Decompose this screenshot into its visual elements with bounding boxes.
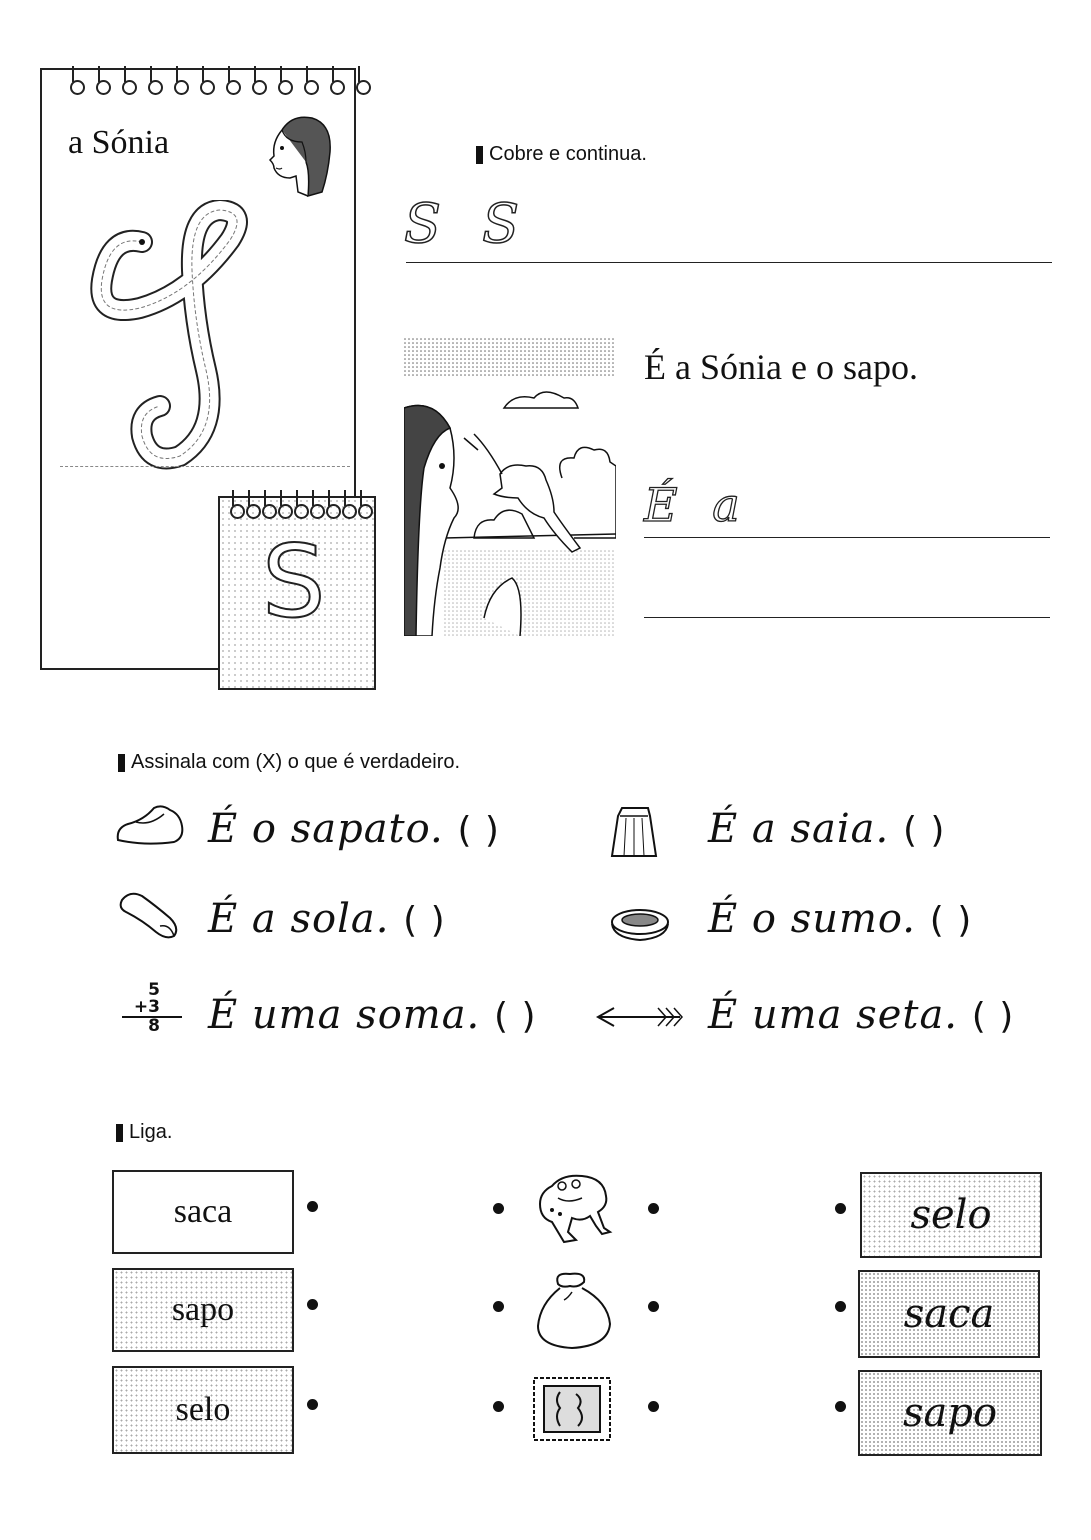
card-divider [60,466,350,467]
option-soma [208,992,537,1038]
option-text: É a saia. [708,806,890,852]
sum-icon [122,982,182,1035]
option-seta [708,992,1014,1038]
option-text: É uma soma. [208,992,481,1038]
left-word-box-2[interactable] [112,1268,294,1352]
answer-box[interactable]: ( ) [403,900,446,941]
option-text: É o sapato. [208,806,444,852]
connect-dot-pic-left-1[interactable] [493,1203,504,1214]
right-word-box-1[interactable] [860,1172,1042,1258]
connect-dot-pic-left-2[interactable] [493,1301,504,1312]
word-text: saca [903,1291,995,1337]
connect-dot-left-1[interactable] [307,1201,318,1212]
skirt-icon [610,804,658,860]
instruction-text: Assinala com (X) o que é verdadeiro. [131,751,461,773]
card-caption: a Sónia [68,124,170,161]
sack-icon [530,1270,616,1352]
instruction-text: Liga. [129,1121,173,1143]
word-text: sapo [902,1390,998,1436]
bullet-icon [116,1124,123,1142]
answer-box[interactable]: ( ) [929,900,973,941]
instruction-connect [116,1121,172,1144]
connect-dot-pic-left-3[interactable] [493,1401,504,1412]
connect-dot-left-3[interactable] [307,1399,318,1410]
option-text: É uma seta. [708,992,959,1038]
option-text: É a sola. [208,896,390,942]
writing-line[interactable] [406,262,1052,263]
sum-addend-a: 5 [148,980,160,1000]
connect-dot-right-3[interactable] [835,1401,846,1412]
word-text: selo [175,1391,231,1428]
notebook-rings [70,66,370,96]
shoe-sole-icon [116,888,182,942]
story-sentence: É a Sónia e o sapo. [644,347,918,387]
connect-dot-right-1[interactable] [835,1203,846,1214]
sum-addend-b: +3 [122,999,182,1018]
answer-box[interactable]: ( ) [457,810,500,851]
small-card-rings [230,490,370,506]
sum-result: 8 [148,1016,160,1036]
connect-dot-pic-right-1[interactable] [648,1203,659,1214]
small-letter-s: S [262,523,326,640]
right-word-box-3[interactable] [858,1370,1042,1456]
instruction-text: Cobre e continua. [489,143,647,165]
connect-dot-pic-right-3[interactable] [648,1401,659,1412]
left-word-box-3[interactable] [112,1366,294,1454]
instruction-cover-continue [476,143,647,166]
frog-icon [532,1172,614,1246]
option-sapato [208,806,500,852]
trace-text-e-a: É a [644,478,750,532]
cursive-s-outline-icon [80,200,250,470]
instruction-mark-true [118,751,460,774]
right-word-box-2[interactable] [858,1270,1040,1358]
answer-box[interactable]: ( ) [494,996,537,1037]
connect-dot-pic-right-2[interactable] [648,1301,659,1312]
connect-dot-left-2[interactable] [307,1299,318,1310]
stamp-icon [530,1374,614,1444]
writing-line-1[interactable] [644,537,1050,538]
word-text: saca [173,1193,233,1230]
answer-box[interactable]: ( ) [902,810,946,851]
option-text: É o sumo. [708,896,917,942]
juice-bowl-icon [608,904,672,944]
bullet-icon [118,754,125,772]
bullet-icon [476,146,483,164]
connect-dot-right-2[interactable] [835,1301,846,1312]
arrow-icon [594,1004,686,1030]
trace-text-ss: S S [404,192,532,255]
girl-portrait-icon [262,112,336,200]
option-saia [708,806,945,852]
answer-box[interactable]: ( ) [971,996,1015,1037]
left-word-box-1[interactable] [112,1170,294,1254]
shoe-icon [114,800,186,848]
word-text: selo [910,1192,992,1238]
word-text: sapo [171,1291,235,1328]
girl-and-frog-picture [404,338,616,636]
option-sola [208,896,446,942]
option-sumo [708,896,972,942]
writing-line-2[interactable] [644,617,1050,618]
